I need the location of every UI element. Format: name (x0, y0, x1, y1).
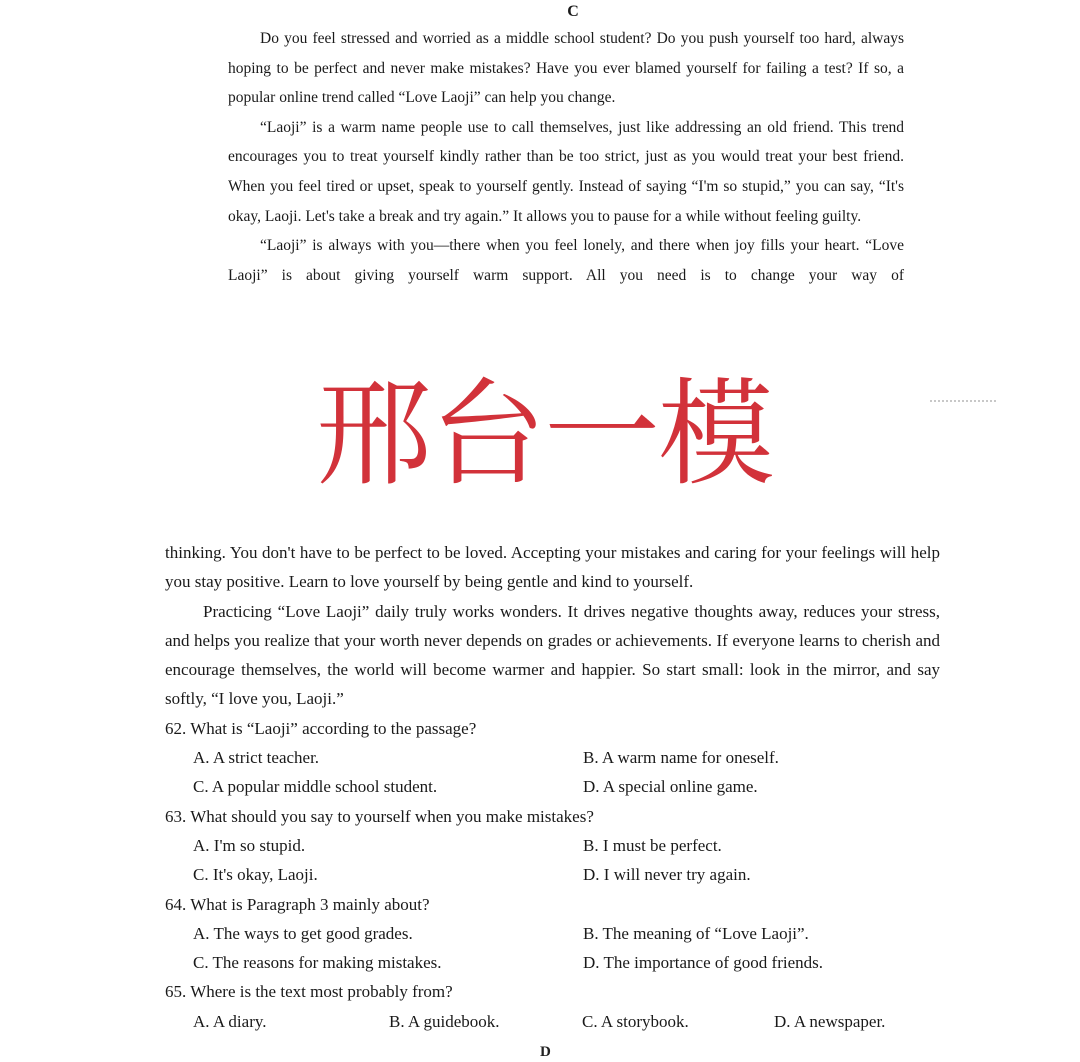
option-c[interactable]: C. A popular middle school student. (193, 777, 438, 797)
passage-bottom (165, 538, 940, 1036)
question-65 (165, 977, 940, 1036)
passage-top (228, 0, 904, 290)
section-label: C (567, 3, 579, 20)
question-text: 65. Where is the text most probably from? (165, 982, 453, 1002)
question-64 (165, 890, 940, 978)
question-63 (165, 802, 940, 890)
paragraph-4: Practicing “Love Laoji” daily truly works wonders. It drives negative thoughts away, reduces your stress, and helps you realize that your worth never depends on grades or achievements. If everyone learns to cherish and encourage themselves, the world will become warmer and happier. So start small: look in the mirror, and say softly, “I love you, Laoji.” (165, 601, 940, 709)
option-d[interactable]: D. A newspaper. (774, 1011, 886, 1031)
option-c[interactable]: C. The reasons for making mistakes. (193, 953, 442, 973)
exam-watermark-banner: 邢台一模 (316, 367, 772, 502)
next-section-label: D (540, 1044, 551, 1060)
question-text: 63. What should you say to yourself when you make mistakes? (165, 806, 594, 826)
option-b[interactable]: B. A warm name for oneself. (583, 748, 779, 768)
option-b[interactable]: B. A guidebook. (389, 1011, 500, 1031)
option-d[interactable]: D. The importance of good friends. (583, 953, 823, 973)
scan-artifact (930, 400, 996, 404)
option-c[interactable]: C. A storybook. (582, 1011, 689, 1031)
option-d[interactable]: D. A special online game. (583, 777, 758, 797)
question-text: 64. What is Paragraph 3 mainly about? (165, 894, 430, 914)
option-d[interactable]: D. I will never try again. (583, 865, 751, 885)
option-a[interactable]: A. The ways to get good grades. (193, 923, 413, 943)
option-a[interactable]: A. A strict teacher. (193, 748, 320, 768)
option-a[interactable]: A. A diary. (193, 1011, 267, 1031)
paragraph-3: “Laoji” is always with you—there when you feel lonely, and there when joy fills your heart. “Love Laoji” is about giving yourself warm support. All you need is to change your way of (228, 237, 904, 284)
paragraph-3-continued: thinking. You don't have to be perfect to be loved. Accepting your mistakes and caring for your feelings will help you stay positive. Learn to love yourself by being gentle and kind to yourself. (165, 543, 940, 592)
question-62 (165, 714, 940, 802)
option-b[interactable]: B. The meaning of “Love Laoji”. (583, 923, 809, 943)
question-text: 62. What is “Laoji” according to the passage? (165, 718, 477, 738)
paragraph-1: Do you feel stressed and worried as a middle school student? Do you push yourself too hard, always hoping to be perfect and never make mistakes? Have you ever blamed yourself for failing a test? If so, a popular online trend called “Love Laoji” can help you change. (228, 30, 904, 107)
option-b[interactable]: B. I must be perfect. (583, 835, 722, 855)
option-a[interactable]: A. I'm so stupid. (193, 835, 306, 855)
option-c[interactable]: C. It's okay, Laoji. (193, 865, 318, 885)
paragraph-2: “Laoji” is a warm name people use to call themselves, just like addressing an old friend. This trend encourages you to treat yourself kindly rather than be too strict, just as you would treat your best friend. When you feel tired or upset, speak to yourself gently. Instead of saying “I'm so stupid,” you can say, “It's okay, Laoji. Let's take a break and try again.” It allows you to pause for a while without feeling guilty. (228, 118, 904, 225)
